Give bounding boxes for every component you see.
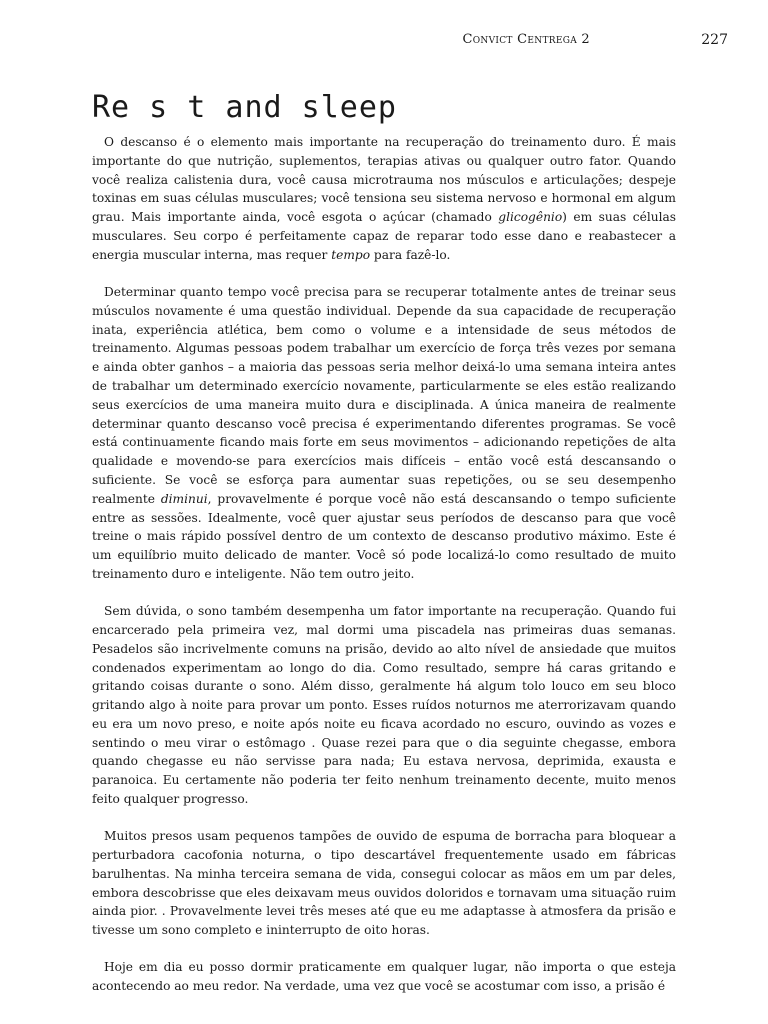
italic-term: glicogênio [498,210,563,225]
text-run: O descanso é o elemento mais importante na recuperação do treinamento duro. É mais importante do que nutrição, suplementos, terapias ativas ou qualquer outro fator. Quando você realiza calistenia dura, você causa microtrauma nos músculos e articulações; despeje toxinas em suas células musculares; você tensiona seu sistema nervoso e hormonal em algum grau. Mais importante ainda, você esgota o açúcar (chamado [92,135,676,225]
body-text [92,133,676,1014]
text-run: Hoje em dia eu posso dormir praticamente em qualquer lugar, não importa o que esteja acontecendo ao meu redor. Na verdade, uma vez que você se acostumar com isso, a prisão é [92,960,676,994]
running-title: Convict Centrega 2 [462,32,590,47]
text-run: , provavelmente é porque você não está descansando o tempo suficiente entre as sessões. Idealmente, você quer ajustar seus períodos de descanso para que você treine o mais rápido possível dentro de um contexto de descanso produtivo máximo. Este é um equilíbrio muito delicado de manter. Você só pode localizá-lo como resultado de muito treinamento duro e inteligente. Não tem outro jeito. [92,491,676,581]
italic-term: tempo [331,247,371,262]
chapter-title: Re s t and sleep [92,90,397,125]
text-run: ) em suas células musculares. Seu corpo é perfeitamente capaz de reparar todo esse dano e reabastecer a energia muscular interna, mas requer [92,210,676,262]
paragraph [92,133,676,265]
paragraph [92,958,676,996]
page-number: 227 [701,32,728,48]
paragraph [92,602,676,809]
text-run: Determinar quanto tempo você precisa para se recuperar totalmente antes de treinar seus músculos novamente é uma questão individual. Depende da sua capacidade de recuperação inata, experiência atlética, bem como o volume e a intensidade de seus métodos de treinamento. Algumas pessoas podem trabalhar um exercício de força três vezes por semana e ainda obter ganhos – a maioria das pessoas seria melhor deixá-lo uma semana inteira antes de trabalhar um determinado exercício novamente, particularmente se eles estão realizando seus exercícios de uma maneira muito dura e disciplinada. A única maneira de realmente determinar quanto descanso você precisa é experimentando diferentes programas. Se você está continuamente ficando mais forte em seus movimentos – adicionando repetições de alta qualidade e movendo-se para exercícios mais difíceis – então você está descansando o suficiente. Se você se esforça para aumentar suas repetições, ou se seu desempenho realmente [92,284,676,506]
text-run: para fazê-lo. [370,247,451,262]
text-run: Sem dúvida, o sono também desempenha um fator importante na recuperação. Quando fui encarcerado pela primeira vez, mal dormi uma piscadela nas primeiras duas semanas. Pesadelos são incrivelmente comuns na prisão, devido ao alto nível de ansiedade que muitos condenados experimentam ao longo do dia. Como resultado, sempre há caras gritando e gritando coisas durante o sono. Além disso, geralmente há algum tolo louco em seu bloco gritando algo à noite para provar um ponto. Esses ruídos noturnos me aterrorizavam quando eu era um novo preso, e noite após noite eu ficava acordado no escuro, ouvindo as vozes e sentindo o meu virar o estômago . Quase rezei para que o dia seguinte chegasse, embora quando chegasse eu não servisse para nada; Eu estava nervosa, deprimida, exausta e paranoica. Eu certamente não poderia ter feito nenhum treinamento decente, muito menos feito qualquer progresso. [92,604,676,807]
paragraph [92,283,676,584]
running-header [92,30,728,54]
text-run: Muitos presos usam pequenos tampões de ouvido de espuma de borracha para bloquear a perturbadora cacofonia noturna, o tipo descartável frequentemente usado em fábricas barulhentas. Na minha terceira semana de vida, consegui colocar as mãos em um par deles, embora descobrisse que eles deixavam meus ouvidos doloridos e tornavam uma situação ruim ainda pior. . Provavelmente levei três meses até que eu me adaptasse à atmosfera da prisão e tivesse um sono completo e ininterrupto de oito horas. [92,829,676,938]
italic-term: diminui [160,491,208,506]
paragraph [92,827,676,940]
